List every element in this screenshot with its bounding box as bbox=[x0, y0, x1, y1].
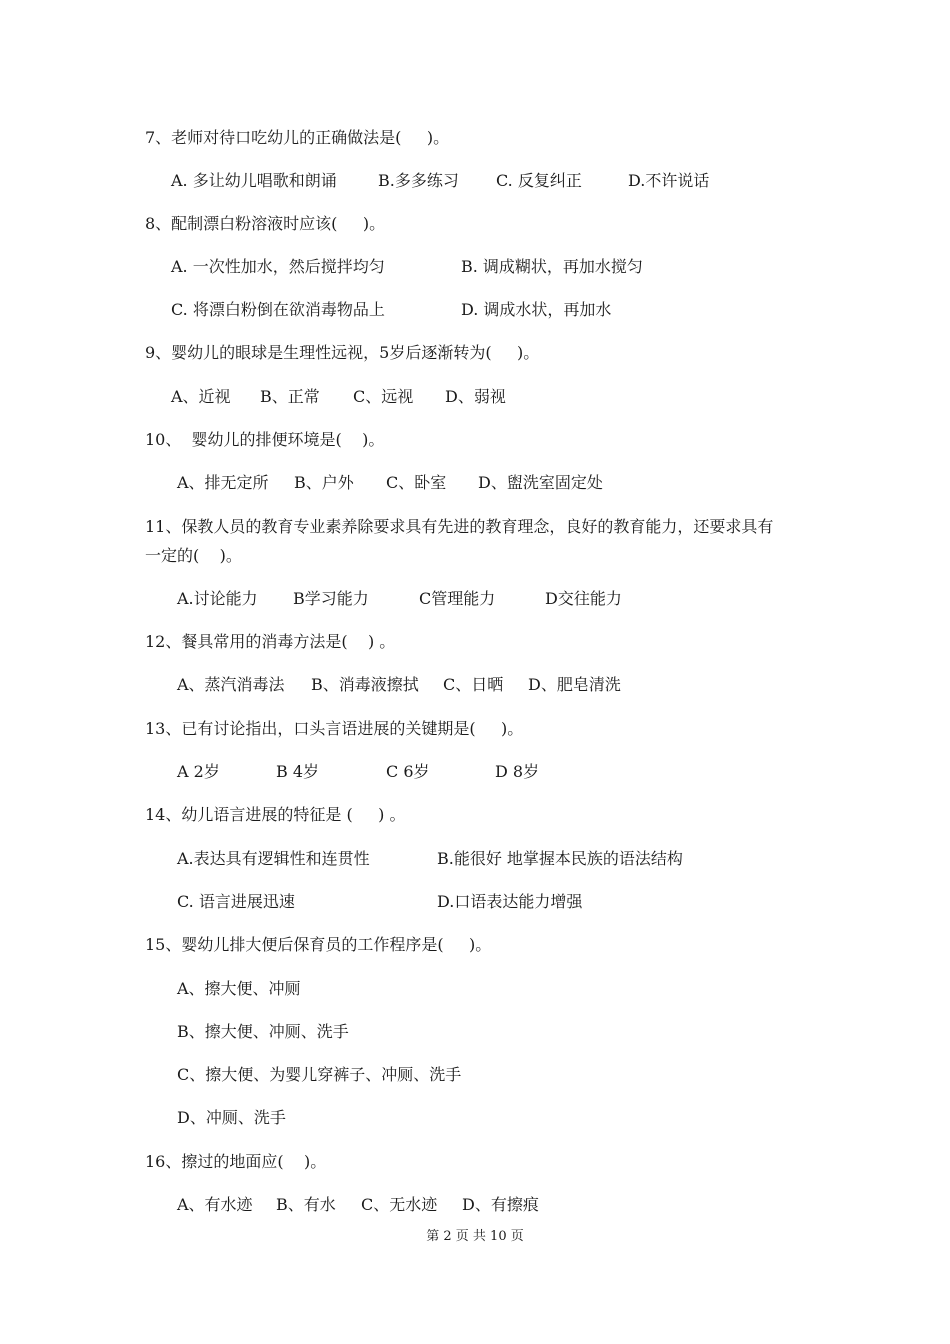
option: B.多多练习 bbox=[378, 171, 459, 190]
option: A、有水迹 bbox=[177, 1195, 253, 1214]
option: C、擦大便、为婴儿穿裤子、冲厕、洗手 bbox=[177, 1065, 462, 1084]
option: B、有水 bbox=[276, 1195, 336, 1214]
option: D、弱视 bbox=[445, 387, 506, 406]
question-stem: 10、 婴幼儿的排便环境是( )。 bbox=[145, 430, 385, 449]
option-row bbox=[177, 1194, 877, 1326]
option: C、卧室 bbox=[386, 473, 447, 492]
option: A、近视 bbox=[171, 387, 231, 406]
option-row bbox=[177, 472, 877, 604]
option: A. 一次性加水，然后搅拌均匀 bbox=[171, 257, 385, 276]
question-stem: 11、保教人员的教育专业素养除要求具有先进的教育理念，良好的教育能力，还要求具有 bbox=[145, 517, 774, 536]
option: A 2岁 bbox=[177, 762, 220, 781]
page-footer: 第 2 页 共 10 页 bbox=[426, 1229, 524, 1244]
option: C、无水迹 bbox=[361, 1195, 438, 1214]
option: C、日晒 bbox=[443, 675, 504, 694]
question-stem: 8、配制漂白粉溶液时应该( )。 bbox=[145, 214, 386, 233]
question-stem: 12、餐具常用的消毒方法是( ) 。 bbox=[145, 632, 396, 651]
question-stem: 14、幼儿语言进展的特征是 ( ) 。 bbox=[145, 805, 406, 824]
option: C管理能力 bbox=[419, 589, 496, 608]
option: B、户外 bbox=[294, 473, 354, 492]
option: B、擦大便、冲厕、洗手 bbox=[177, 1022, 349, 1041]
option: A.讨论能力 bbox=[177, 589, 258, 608]
option: B. 调成糊状，再加水搅匀 bbox=[461, 257, 643, 276]
question-stem: 16、擦过的地面应( )。 bbox=[145, 1152, 327, 1171]
option: A.表达具有逻辑性和连贯性 bbox=[177, 849, 370, 868]
option: B、正常 bbox=[260, 387, 320, 406]
question-stem: 9、婴幼儿的眼球是生理性远视，5岁后逐渐转为( )。 bbox=[145, 343, 540, 362]
option: A、蒸汽消毒法 bbox=[177, 675, 285, 694]
option: A、排无定所 bbox=[177, 473, 269, 492]
option: C. 语言进展迅速 bbox=[177, 892, 295, 911]
option: C. 将漂白粉倒在欲消毒物品上 bbox=[171, 300, 385, 319]
option: D、盥洗室固定处 bbox=[478, 473, 603, 492]
option: A、擦大便、冲厕 bbox=[177, 979, 301, 998]
question-stem: 7、老师对待口吃幼儿的正确做法是( )。 bbox=[145, 128, 450, 147]
option: D.不许说话 bbox=[628, 171, 710, 190]
option: B学习能力 bbox=[293, 589, 369, 608]
option: D、有擦痕 bbox=[462, 1195, 539, 1214]
option: B、消毒液擦拭 bbox=[311, 675, 419, 694]
option: D 8岁 bbox=[495, 762, 540, 781]
question-stem: 15、婴幼儿排大便后保育员的工作程序是( )。 bbox=[145, 935, 492, 954]
question-stem-continued: 一定的( )。 bbox=[145, 546, 242, 565]
option: D交往能力 bbox=[545, 589, 622, 608]
option: B.能很好 地掌握本民族的语法结构 bbox=[437, 849, 683, 868]
question-stem: 13、已有讨论指出，口头言语进展的关键期是( )。 bbox=[145, 719, 524, 738]
option: D、肥皂清洗 bbox=[528, 675, 621, 694]
option: C、远视 bbox=[353, 387, 414, 406]
option: D.口语表达能力增强 bbox=[437, 892, 583, 911]
option: B 4岁 bbox=[276, 762, 320, 781]
option: D. 调成水状，再加水 bbox=[461, 300, 612, 319]
option: A. 多让幼儿唱歌和朗诵 bbox=[171, 171, 337, 190]
option: C 6岁 bbox=[386, 762, 430, 781]
option: C. 反复纠正 bbox=[496, 171, 582, 190]
option: D、冲厕、洗手 bbox=[177, 1108, 286, 1127]
